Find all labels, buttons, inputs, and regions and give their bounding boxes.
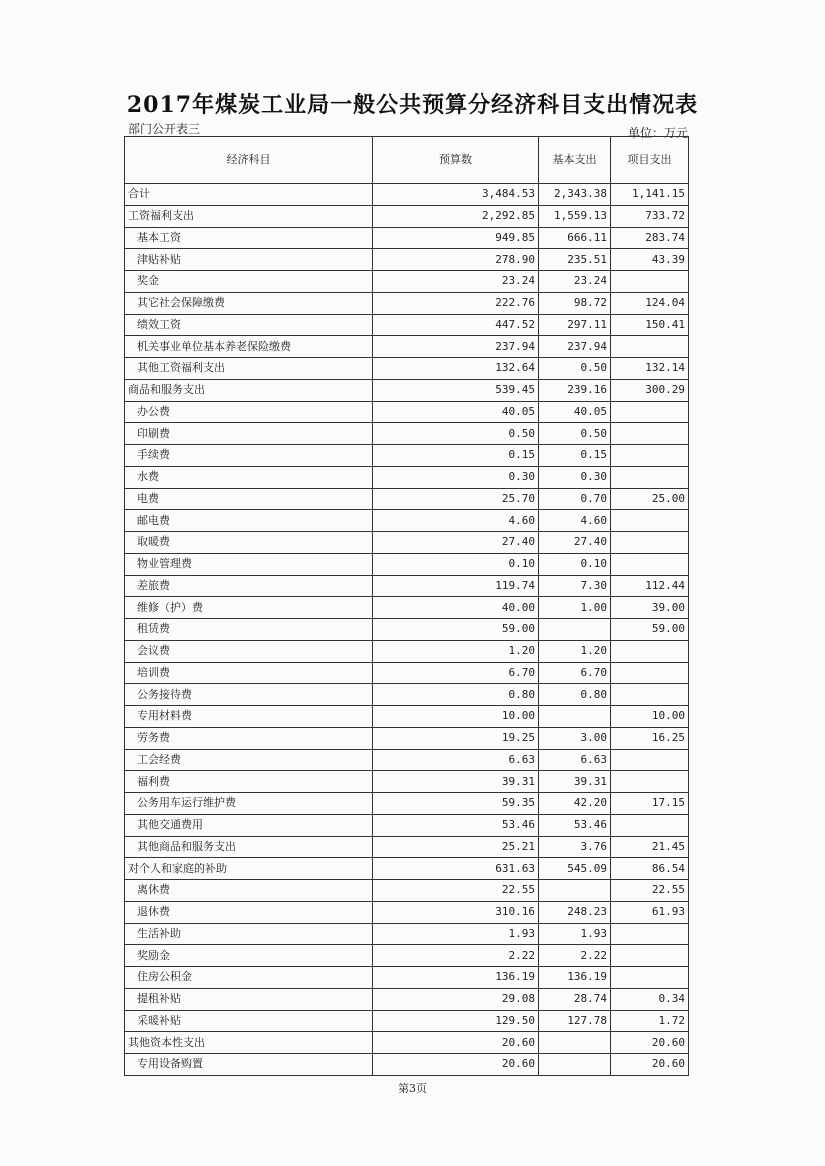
row-project-cell [611,684,689,706]
row-project-cell [611,814,689,836]
table-row [125,575,689,597]
row-basic-cell: 2,343.38 [539,184,611,206]
row-total-cell: 447.52 [373,314,539,336]
table-row [125,271,689,293]
row-total-cell: 1.20 [373,640,539,662]
table-row [125,662,689,684]
row-name-cell: 奖金 [125,271,373,293]
row-project-cell [611,401,689,423]
table-row [125,423,689,445]
row-total-cell: 4.60 [373,510,539,532]
row-name-cell: 维修（护）费 [125,597,373,619]
row-total-cell: 23.24 [373,271,539,293]
table-row [125,488,689,510]
row-total-cell: 59.35 [373,793,539,815]
row-name-cell: 工会经费 [125,749,373,771]
row-project-cell: 59.00 [611,619,689,641]
row-project-cell: 1.72 [611,1010,689,1032]
row-project-cell: 39.00 [611,597,689,619]
row-project-cell [611,336,689,358]
row-name-cell: 合计 [125,184,373,206]
row-total-cell: 22.55 [373,880,539,902]
row-basic-cell: 127.78 [539,1010,611,1032]
table-row [125,249,689,271]
row-basic-cell: 0.50 [539,423,611,445]
row-basic-cell: 40.05 [539,401,611,423]
row-total-cell: 59.00 [373,619,539,641]
row-name-cell: 印刷费 [125,423,373,445]
row-total-cell: 631.63 [373,858,539,880]
row-project-cell: 112.44 [611,575,689,597]
row-project-cell [611,466,689,488]
row-project-cell: 10.00 [611,706,689,728]
row-name-cell: 会议费 [125,640,373,662]
table-row [125,553,689,575]
table-row [125,292,689,314]
row-basic-cell: 237.94 [539,336,611,358]
row-project-cell [611,662,689,684]
row-name-cell: 采暖补贴 [125,1010,373,1032]
table-row [125,205,689,227]
table-row [125,184,689,206]
header-economic-category: 经济科目 [125,137,373,184]
row-basic-cell: 27.40 [539,532,611,554]
row-project-cell [611,445,689,467]
table-row [125,532,689,554]
row-project-cell: 16.25 [611,727,689,749]
row-total-cell: 539.45 [373,379,539,401]
row-total-cell: 40.00 [373,597,539,619]
row-total-cell: 10.00 [373,706,539,728]
row-total-cell: 20.60 [373,1054,539,1076]
row-basic-cell: 1.20 [539,640,611,662]
row-name-cell: 办公费 [125,401,373,423]
row-total-cell: 29.08 [373,988,539,1010]
row-name-cell: 机关事业单位基本养老保险缴费 [125,336,373,358]
table-row [125,1054,689,1076]
row-total-cell: 0.15 [373,445,539,467]
row-name-cell: 专用材料费 [125,706,373,728]
row-project-cell [611,553,689,575]
table-row [125,597,689,619]
row-project-cell [611,510,689,532]
row-project-cell: 283.74 [611,227,689,249]
row-total-cell: 310.16 [373,901,539,923]
row-name-cell: 绩效工资 [125,314,373,336]
row-basic-cell: 235.51 [539,249,611,271]
row-basic-cell: 248.23 [539,901,611,923]
row-basic-cell [539,1032,611,1054]
row-total-cell: 25.70 [373,488,539,510]
row-name-cell: 生活补助 [125,923,373,945]
row-name-cell: 公务用车运行维护费 [125,793,373,815]
table-row [125,379,689,401]
budget-table [124,136,689,1076]
table-header-row [125,137,689,184]
row-basic-cell [539,619,611,641]
table-row [125,858,689,880]
row-total-cell: 27.40 [373,532,539,554]
row-basic-cell: 297.11 [539,314,611,336]
row-total-cell: 2.22 [373,945,539,967]
table-row [125,227,689,249]
row-total-cell: 132.64 [373,358,539,380]
row-name-cell: 提租补贴 [125,988,373,1010]
row-total-cell: 0.10 [373,553,539,575]
row-total-cell: 278.90 [373,249,539,271]
row-basic-cell: 4.60 [539,510,611,532]
row-total-cell: 6.63 [373,749,539,771]
row-basic-cell [539,1054,611,1076]
row-name-cell: 基本工资 [125,227,373,249]
row-basic-cell: 7.30 [539,575,611,597]
row-total-cell: 0.80 [373,684,539,706]
row-project-cell: 1,141.15 [611,184,689,206]
table-row [125,771,689,793]
row-project-cell [611,923,689,945]
row-project-cell [611,640,689,662]
unit-label: 单位：万元 [628,126,689,140]
row-total-cell: 39.31 [373,771,539,793]
row-project-cell: 0.34 [611,988,689,1010]
table-row [125,814,689,836]
row-basic-cell: 1.93 [539,923,611,945]
table-row [125,466,689,488]
page-number: 第3页 [398,1082,427,1095]
page-title: 2017年煤炭工业局一般公共预算分经济科目支出情况表 [126,92,699,118]
row-basic-cell: 545.09 [539,858,611,880]
row-basic-cell: 666.11 [539,227,611,249]
row-basic-cell: 0.15 [539,445,611,467]
header-basic-expenditure: 基本支出 [539,137,611,184]
row-name-cell: 专用设备购置 [125,1054,373,1076]
row-project-cell: 43.39 [611,249,689,271]
table-row [125,923,689,945]
row-project-cell: 733.72 [611,205,689,227]
row-basic-cell: 6.63 [539,749,611,771]
table-row [125,967,689,989]
row-basic-cell: 23.24 [539,271,611,293]
row-name-cell: 取暖费 [125,532,373,554]
row-basic-cell: 3.76 [539,836,611,858]
row-project-cell: 86.54 [611,858,689,880]
row-basic-cell: 136.19 [539,967,611,989]
row-name-cell: 电费 [125,488,373,510]
row-basic-cell: 28.74 [539,988,611,1010]
row-project-cell [611,967,689,989]
table-row [125,749,689,771]
table-row [125,836,689,858]
row-total-cell: 949.85 [373,227,539,249]
row-total-cell: 0.50 [373,423,539,445]
row-total-cell: 6.70 [373,662,539,684]
table-row [125,336,689,358]
row-name-cell: 其他交通费用 [125,814,373,836]
row-total-cell: 20.60 [373,1032,539,1054]
row-project-cell: 17.15 [611,793,689,815]
table-row [125,880,689,902]
row-basic-cell: 6.70 [539,662,611,684]
row-project-cell [611,271,689,293]
row-basic-cell: 0.70 [539,488,611,510]
row-basic-cell: 98.72 [539,292,611,314]
row-total-cell: 25.21 [373,836,539,858]
table-row [125,727,689,749]
row-total-cell: 19.25 [373,727,539,749]
table-row [125,314,689,336]
row-total-cell: 40.05 [373,401,539,423]
table-row [125,619,689,641]
table-row [125,684,689,706]
row-project-cell [611,749,689,771]
row-total-cell: 119.74 [373,575,539,597]
row-name-cell: 福利费 [125,771,373,793]
row-project-cell: 150.41 [611,314,689,336]
table-code: 部门公开表三 [128,122,201,136]
row-name-cell: 差旅费 [125,575,373,597]
row-project-cell [611,423,689,445]
row-basic-cell: 0.10 [539,553,611,575]
row-total-cell: 136.19 [373,967,539,989]
row-basic-cell: 239.16 [539,379,611,401]
header-budget-amount: 预算数 [373,137,539,184]
row-project-cell: 20.60 [611,1054,689,1076]
row-name-cell: 公务接待费 [125,684,373,706]
table-row [125,1010,689,1032]
row-total-cell: 2,292.85 [373,205,539,227]
row-name-cell: 租赁费 [125,619,373,641]
row-total-cell: 1.93 [373,923,539,945]
row-name-cell: 物业管理费 [125,553,373,575]
row-project-cell: 132.14 [611,358,689,380]
row-project-cell: 124.04 [611,292,689,314]
row-basic-cell: 1,559.13 [539,205,611,227]
row-name-cell: 对个人和家庭的补助 [125,858,373,880]
row-basic-cell: 53.46 [539,814,611,836]
row-total-cell: 53.46 [373,814,539,836]
row-basic-cell: 0.80 [539,684,611,706]
table-row [125,510,689,532]
row-total-cell: 222.76 [373,292,539,314]
row-basic-cell: 3.00 [539,727,611,749]
row-basic-cell: 42.20 [539,793,611,815]
row-name-cell: 劳务费 [125,727,373,749]
row-name-cell: 水费 [125,466,373,488]
table-row [125,445,689,467]
table-row [125,358,689,380]
row-name-cell: 奖励金 [125,945,373,967]
row-basic-cell [539,706,611,728]
table-row [125,640,689,662]
row-basic-cell: 2.22 [539,945,611,967]
table-row [125,401,689,423]
row-name-cell: 手续费 [125,445,373,467]
row-project-cell: 61.93 [611,901,689,923]
row-total-cell: 237.94 [373,336,539,358]
row-project-cell: 21.45 [611,836,689,858]
row-project-cell [611,771,689,793]
row-name-cell: 津贴补贴 [125,249,373,271]
row-project-cell: 25.00 [611,488,689,510]
row-name-cell: 工资福利支出 [125,205,373,227]
row-basic-cell: 0.50 [539,358,611,380]
table-row [125,945,689,967]
table-row [125,793,689,815]
row-name-cell: 离休费 [125,880,373,902]
table-row [125,988,689,1010]
row-project-cell [611,945,689,967]
row-total-cell: 129.50 [373,1010,539,1032]
row-basic-cell [539,880,611,902]
row-total-cell: 0.30 [373,466,539,488]
row-basic-cell: 1.00 [539,597,611,619]
row-project-cell: 300.29 [611,379,689,401]
row-project-cell: 22.55 [611,880,689,902]
row-name-cell: 住房公积金 [125,967,373,989]
row-name-cell: 商品和服务支出 [125,379,373,401]
row-name-cell: 其他工资福利支出 [125,358,373,380]
row-name-cell: 其他商品和服务支出 [125,836,373,858]
row-name-cell: 其他资本性支出 [125,1032,373,1054]
table-row [125,706,689,728]
row-name-cell: 培训费 [125,662,373,684]
header-project-expenditure: 项目支出 [611,137,689,184]
table-body [125,184,689,1076]
row-name-cell: 退休费 [125,901,373,923]
table-row [125,1032,689,1054]
row-name-cell: 其它社会保障缴费 [125,292,373,314]
row-name-cell: 邮电费 [125,510,373,532]
row-total-cell: 3,484.53 [373,184,539,206]
row-basic-cell: 0.30 [539,466,611,488]
row-basic-cell: 39.31 [539,771,611,793]
row-project-cell: 20.60 [611,1032,689,1054]
row-project-cell [611,532,689,554]
table-row [125,901,689,923]
